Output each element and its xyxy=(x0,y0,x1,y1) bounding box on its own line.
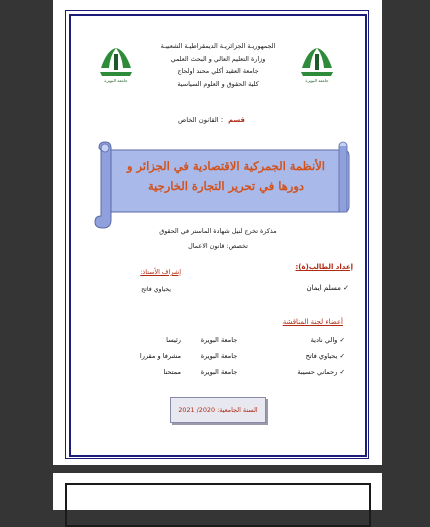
jury-row xyxy=(89,352,345,364)
jury-member-university: جامعة البويرة xyxy=(200,368,238,376)
logo-caption: جامعة البويرة xyxy=(305,78,329,83)
next-page-border xyxy=(65,483,371,527)
department-value: القانون الخاص xyxy=(178,116,219,124)
next-page-preview xyxy=(53,473,382,510)
check-icon: ✓ xyxy=(343,284,349,292)
student-name: مسلم ايمان xyxy=(306,284,341,292)
supervisor-name-row xyxy=(91,286,171,293)
jury-member-name: ✓ يحياوي فاتح xyxy=(305,352,345,360)
check-icon: ✓ xyxy=(339,368,345,376)
student-label: إعداد الطالب(ة): xyxy=(295,263,353,271)
jury-member-role: ممتحنا xyxy=(163,368,181,376)
jury-member-university: جامعة البويرة xyxy=(200,352,238,360)
jury-row xyxy=(89,336,345,348)
academic-year: السنة الجامعية: 2020/ 2021 xyxy=(178,406,258,414)
thesis-title xyxy=(115,156,337,196)
title-line-1: الأنظمة الجمركية الاقتصادية في الجزائر و xyxy=(127,159,325,173)
jury-member-role: مشرفا و مقررا xyxy=(139,352,181,360)
check-icon: ✓ xyxy=(339,336,345,344)
jury-member-name: ✓ رحماني حسيبة xyxy=(297,368,345,376)
title-line-2: دورها في تحرير التجارة الخارجية xyxy=(147,179,304,193)
jury-row xyxy=(89,368,345,380)
check-icon: ✓ xyxy=(339,352,345,360)
faculty-name: كلية الحقوق و العلوم السياسية xyxy=(177,79,259,88)
jury-label: أعضاء لجنة المناقشة xyxy=(282,318,343,326)
degree-statement: مذكرة تخرج لنيل شهادة الماستر في الحقوق xyxy=(159,227,277,235)
jury-member-role: رئيسا xyxy=(166,336,181,344)
university-name: جامعة العقيد أكلي محند اولحاج xyxy=(177,67,259,76)
university-logo-icon xyxy=(299,46,335,84)
logo-caption: جامعة البويرة xyxy=(104,78,128,83)
specialty: تخصص: قانون الاعمال xyxy=(188,242,248,250)
supervisor-label: إشراف الأستاذ: xyxy=(140,268,181,276)
academic-year-box xyxy=(170,397,266,423)
department-label: قسم xyxy=(228,116,245,124)
supervisor-name: يحياوي فاتح xyxy=(141,286,171,293)
jury-member-university: جامعة البويرة xyxy=(200,336,238,344)
university-logo-icon xyxy=(98,46,134,84)
department: قسم: القانون الخاص xyxy=(178,116,245,124)
republic-name: الجمهوريـة الجزائريـة الديمقراطيـة الشعبيـة xyxy=(160,42,276,50)
institution-header xyxy=(148,40,288,90)
thesis-cover-page xyxy=(53,0,382,465)
ministry-name: وزارة التعليم العالي و البحث العلمي xyxy=(170,54,266,63)
jury-member-name: ✓ والي نادية xyxy=(310,336,345,344)
student-name-row xyxy=(249,284,349,292)
